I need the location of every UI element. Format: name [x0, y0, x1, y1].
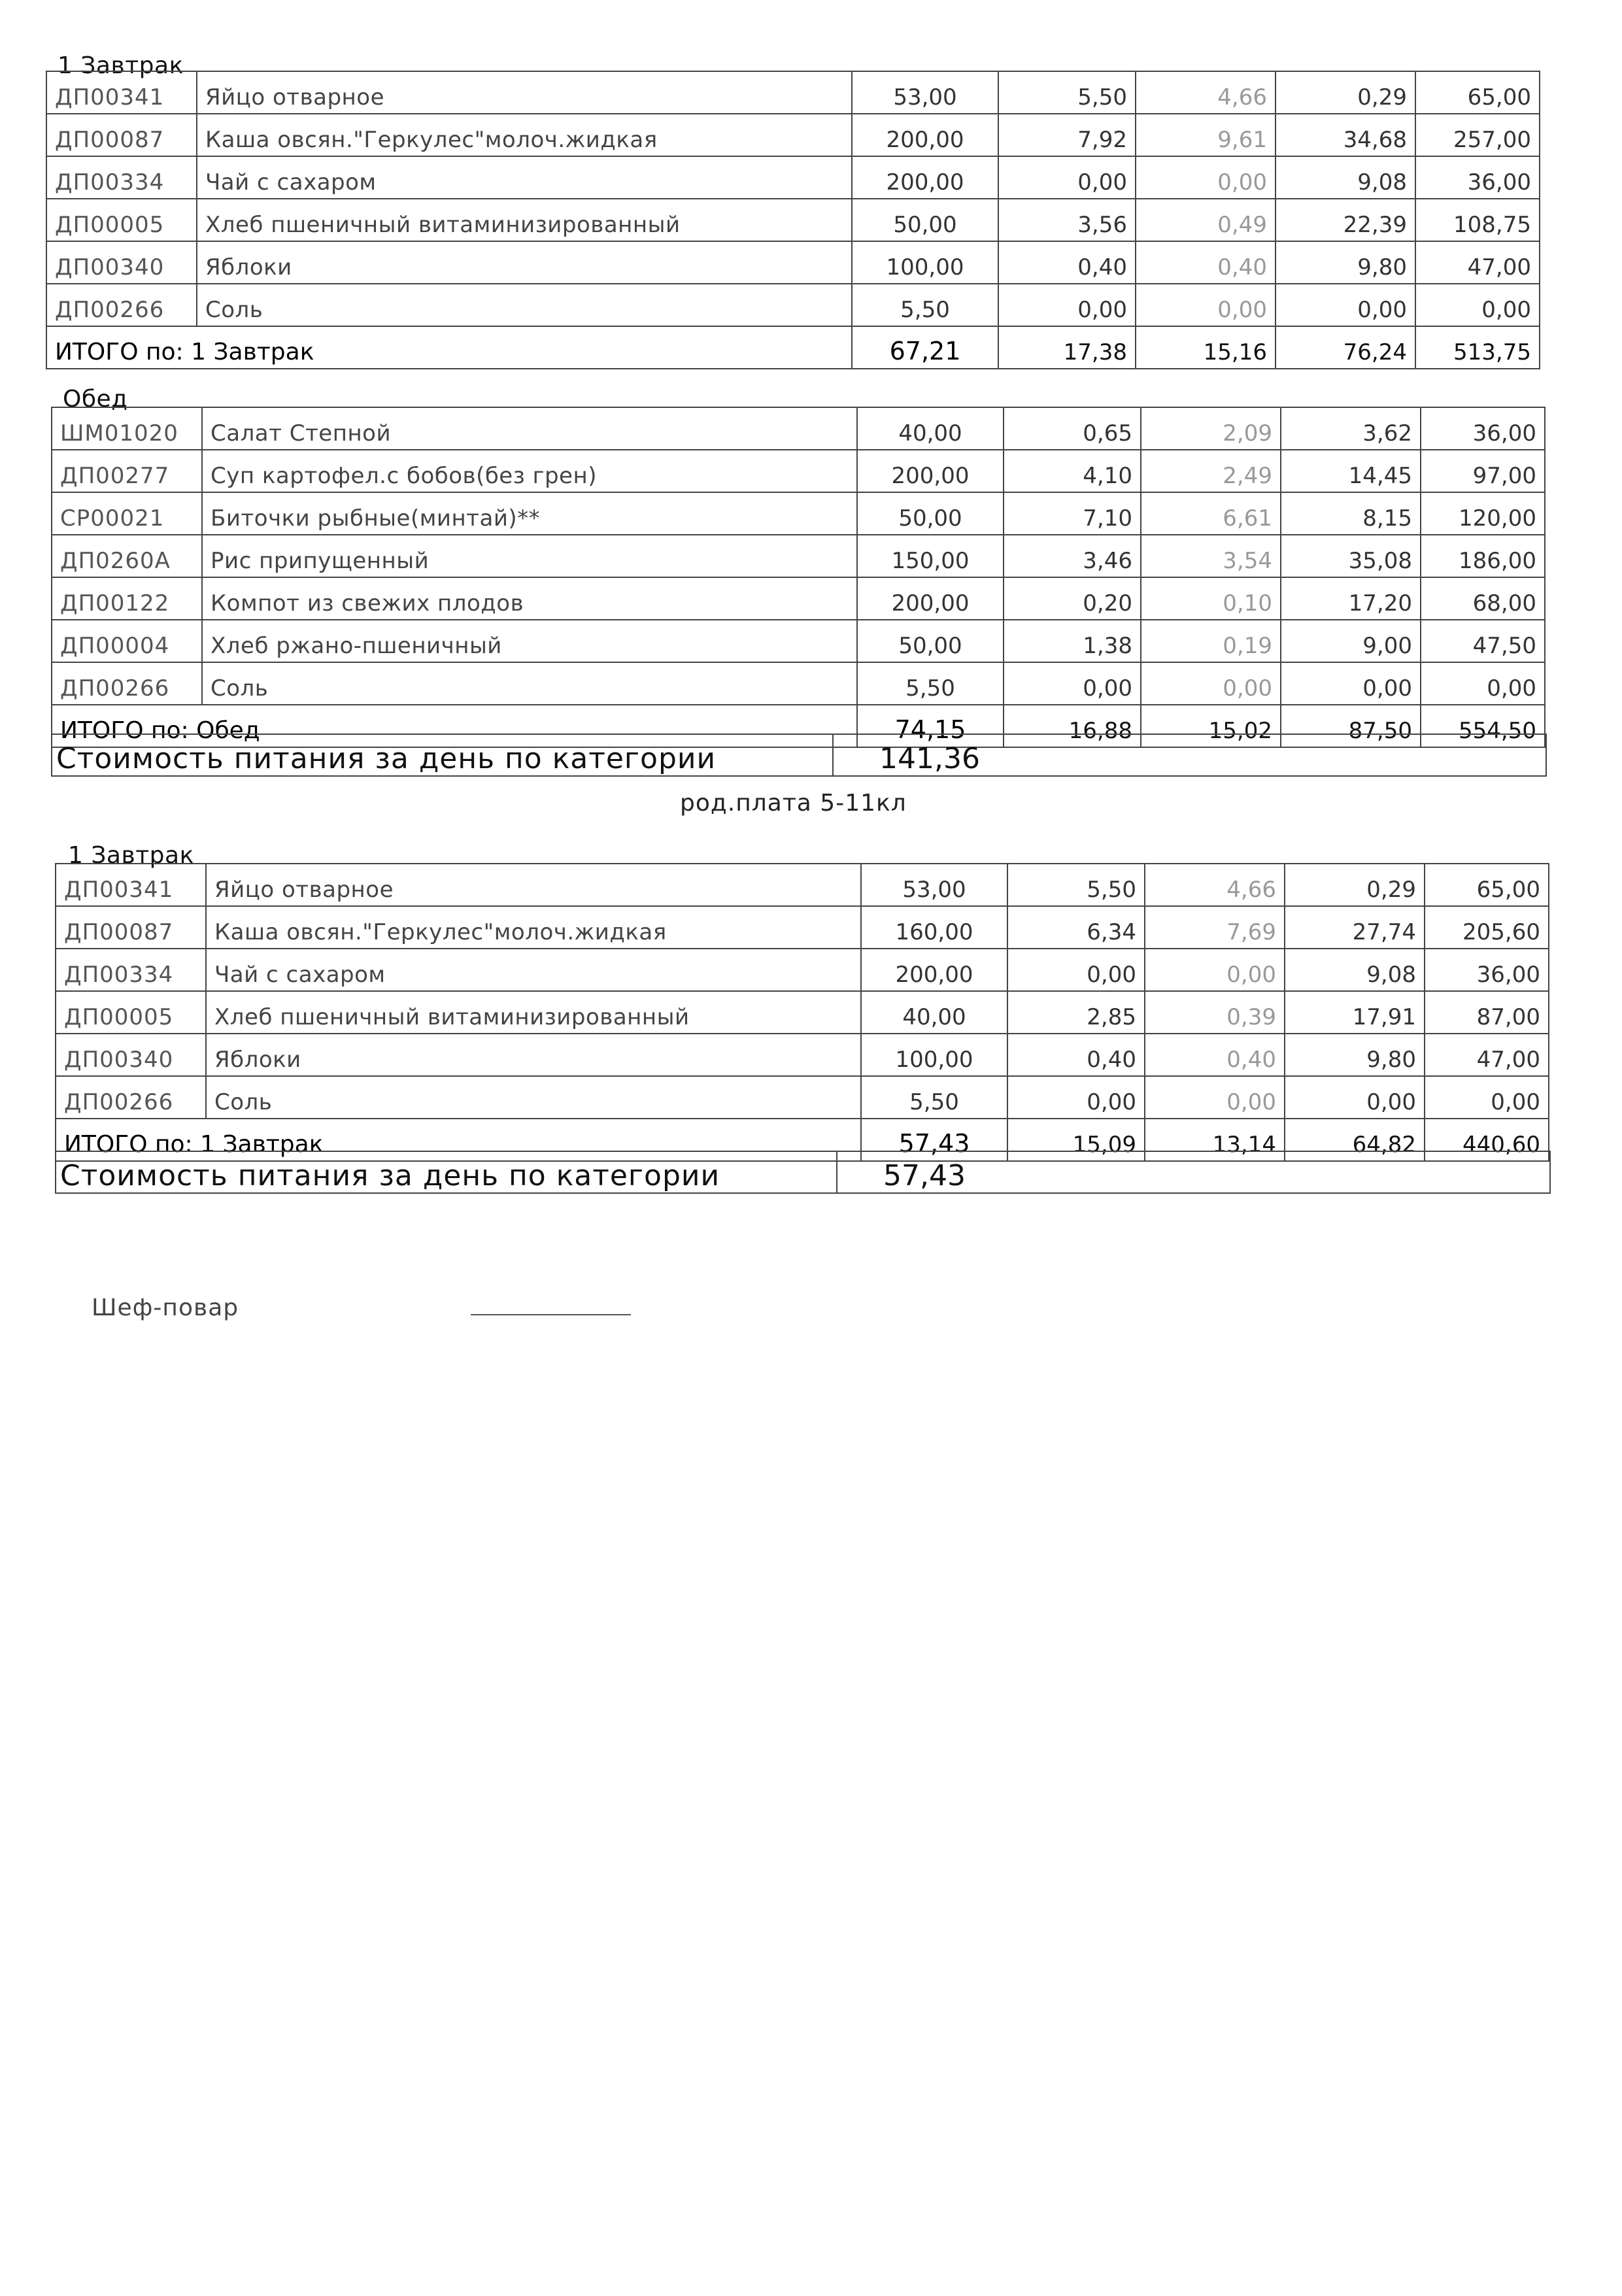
dish-name: Чай с сахаром — [206, 949, 861, 991]
total-protein: 15,09 — [1007, 1119, 1145, 1161]
dish-kcal: 47,00 — [1415, 241, 1540, 284]
dish-name: Соль — [202, 662, 857, 705]
total-quantity: 57,43 — [861, 1119, 1007, 1161]
dish-fat: 0,00 — [1136, 156, 1276, 199]
total-fat: 13,14 — [1145, 1119, 1285, 1161]
total-fat: 15,16 — [1136, 326, 1276, 369]
dish-kcal: 108,75 — [1415, 199, 1540, 241]
dish-kcal: 120,00 — [1421, 492, 1545, 535]
daily-cost-value-2: 57,43 — [883, 1159, 966, 1192]
dish-kcal: 0,00 — [1425, 1076, 1549, 1119]
section-title-breakfast-2: 1 Завтрак — [68, 842, 194, 869]
dish-kcal: 65,00 — [1425, 864, 1549, 906]
dish-code: ДП00266 — [56, 1076, 206, 1119]
table-row — [56, 949, 1549, 991]
dish-quantity: 100,00 — [861, 1034, 1007, 1076]
dish-quantity: 40,00 — [857, 407, 1004, 450]
dish-name: Чай с сахаром — [197, 156, 852, 199]
total-kcal: 513,75 — [1415, 326, 1540, 369]
table-row — [46, 71, 1540, 114]
dish-fat: 7,69 — [1145, 906, 1285, 949]
dish-fat: 0,19 — [1141, 620, 1281, 662]
dish-quantity: 50,00 — [857, 620, 1004, 662]
dish-fat: 0,39 — [1145, 991, 1285, 1034]
dish-carbs: 35,08 — [1281, 535, 1421, 577]
total-quantity: 67,21 — [852, 326, 998, 369]
menu-table-breakfast — [46, 71, 1540, 369]
dish-protein: 0,40 — [1007, 1034, 1145, 1076]
dish-quantity: 40,00 — [861, 991, 1007, 1034]
dish-kcal: 97,00 — [1421, 450, 1545, 492]
daily-cost-label: Стоимость питания за день по категории — [52, 735, 834, 775]
table-row — [56, 864, 1549, 906]
dish-quantity: 200,00 — [857, 577, 1004, 620]
dish-code: ШМ01020 — [52, 407, 202, 450]
table-row — [46, 241, 1540, 284]
table-row — [52, 407, 1545, 450]
dish-carbs: 22,39 — [1276, 199, 1415, 241]
dish-carbs: 0,00 — [1276, 284, 1415, 326]
dish-protein: 3,46 — [1004, 535, 1141, 577]
section-title-breakfast: 1 Завтрак — [58, 52, 184, 79]
total-protein: 16,88 — [1004, 705, 1141, 747]
section-title-lunch: Обед — [63, 386, 128, 413]
dish-protein: 0,00 — [1004, 662, 1141, 705]
dish-fat: 6,61 — [1141, 492, 1281, 535]
dish-fat: 2,09 — [1141, 407, 1281, 450]
dish-quantity: 160,00 — [861, 906, 1007, 949]
total-carbs: 76,24 — [1276, 326, 1415, 369]
table-row — [46, 199, 1540, 241]
total-carbs: 87,50 — [1281, 705, 1421, 747]
dish-protein: 1,38 — [1004, 620, 1141, 662]
table-row — [56, 1076, 1549, 1119]
dish-code: ДП0260А — [52, 535, 202, 577]
dish-fat: 0,40 — [1136, 241, 1276, 284]
dish-carbs: 9,08 — [1276, 156, 1415, 199]
dish-code: ДП00087 — [56, 906, 206, 949]
table-row — [52, 450, 1545, 492]
dish-carbs: 0,29 — [1285, 864, 1425, 906]
dish-name: Биточки рыбные(минтай)** — [202, 492, 857, 535]
dish-kcal: 68,00 — [1421, 577, 1545, 620]
table-row — [52, 662, 1545, 705]
dish-quantity: 5,50 — [861, 1076, 1007, 1119]
dish-fat: 2,49 — [1141, 450, 1281, 492]
dish-kcal: 186,00 — [1421, 535, 1545, 577]
dish-code: СР00021 — [52, 492, 202, 535]
dish-name: Рис припущенный — [202, 535, 857, 577]
dish-quantity: 200,00 — [857, 450, 1004, 492]
total-label: ИТОГО по: 1 Завтрак — [46, 326, 852, 369]
table-row — [52, 535, 1545, 577]
dish-protein: 0,40 — [998, 241, 1136, 284]
dish-protein: 5,50 — [998, 71, 1136, 114]
table-row — [46, 114, 1540, 156]
table-row — [52, 577, 1545, 620]
total-protein: 17,38 — [998, 326, 1136, 369]
table-row — [56, 1034, 1549, 1076]
total-fat: 15,02 — [1141, 705, 1281, 747]
dish-code: ДП00334 — [56, 949, 206, 991]
dish-kcal: 0,00 — [1421, 662, 1545, 705]
total-kcal: 440,60 — [1425, 1119, 1549, 1161]
dish-carbs: 34,68 — [1276, 114, 1415, 156]
dish-kcal: 47,50 — [1421, 620, 1545, 662]
daily-cost-box — [51, 734, 1547, 777]
dish-code: ДП00340 — [46, 241, 197, 284]
dish-protein: 3,56 — [998, 199, 1136, 241]
dish-name: Хлеб пшеничный витаминизированный — [197, 199, 852, 241]
dish-code: ДП00340 — [56, 1034, 206, 1076]
total-carbs: 64,82 — [1285, 1119, 1425, 1161]
dish-carbs: 14,45 — [1281, 450, 1421, 492]
dish-kcal: 36,00 — [1415, 156, 1540, 199]
dish-protein: 0,00 — [998, 156, 1136, 199]
dish-quantity: 150,00 — [857, 535, 1004, 577]
dish-quantity: 200,00 — [852, 114, 998, 156]
dish-fat: 0,00 — [1145, 949, 1285, 991]
dish-quantity: 200,00 — [852, 156, 998, 199]
total-row — [46, 326, 1540, 369]
daily-cost-box-2 — [55, 1151, 1551, 1194]
dish-quantity: 50,00 — [852, 199, 998, 241]
dish-carbs: 0,00 — [1281, 662, 1421, 705]
dish-protein: 0,20 — [1004, 577, 1141, 620]
dish-code: ДП00122 — [52, 577, 202, 620]
dish-fat: 0,00 — [1145, 1076, 1285, 1119]
dish-quantity: 5,50 — [857, 662, 1004, 705]
dish-name: Соль — [206, 1076, 861, 1119]
dish-name: Хлеб ржано-пшеничный — [202, 620, 857, 662]
menu-table-breakfast-2 — [55, 863, 1549, 1162]
dish-protein: 7,92 — [998, 114, 1136, 156]
dish-carbs: 9,80 — [1285, 1034, 1425, 1076]
dish-protein: 7,10 — [1004, 492, 1141, 535]
table-row — [52, 620, 1545, 662]
dish-code: ДП00087 — [46, 114, 197, 156]
dish-kcal: 87,00 — [1425, 991, 1549, 1034]
dish-fat: 0,10 — [1141, 577, 1281, 620]
dish-kcal: 47,00 — [1425, 1034, 1549, 1076]
category-subtitle: род.плата 5-11кл — [680, 790, 907, 817]
dish-code: ДП00004 — [52, 620, 202, 662]
dish-carbs: 9,00 — [1281, 620, 1421, 662]
dish-carbs: 0,29 — [1276, 71, 1415, 114]
dish-fat: 0,40 — [1145, 1034, 1285, 1076]
dish-name: Каша овсян."Геркулес"молоч.жидкая — [197, 114, 852, 156]
dish-name: Компот из свежих плодов — [202, 577, 857, 620]
dish-protein: 0,00 — [1007, 1076, 1145, 1119]
dish-protein: 0,65 — [1004, 407, 1141, 450]
dish-name: Яблоки — [197, 241, 852, 284]
dish-code: ДП00266 — [52, 662, 202, 705]
dish-fat: 0,00 — [1136, 284, 1276, 326]
table-row — [46, 284, 1540, 326]
dish-carbs: 9,80 — [1276, 241, 1415, 284]
dish-name: Соль — [197, 284, 852, 326]
total-label: ИТОГО по: 1 Завтрак — [56, 1119, 861, 1161]
table-row — [52, 492, 1545, 535]
dish-code: ДП00266 — [46, 284, 197, 326]
dish-kcal: 36,00 — [1425, 949, 1549, 991]
dish-kcal: 36,00 — [1421, 407, 1545, 450]
dish-carbs: 9,08 — [1285, 949, 1425, 991]
dish-protein: 0,00 — [1007, 949, 1145, 991]
dish-carbs: 17,20 — [1281, 577, 1421, 620]
table-row — [46, 156, 1540, 199]
dish-kcal: 205,60 — [1425, 906, 1549, 949]
dish-name: Салат Степной — [202, 407, 857, 450]
dish-quantity: 50,00 — [857, 492, 1004, 535]
dish-code: ДП00341 — [46, 71, 197, 114]
dish-name: Хлеб пшеничный витаминизированный — [206, 991, 861, 1034]
table-row — [56, 906, 1549, 949]
dish-fat: 3,54 — [1141, 535, 1281, 577]
total-quantity: 74,15 — [857, 705, 1004, 747]
dish-fat: 9,61 — [1136, 114, 1276, 156]
dish-carbs: 3,62 — [1281, 407, 1421, 450]
dish-name: Яблоки — [206, 1034, 861, 1076]
dish-fat: 0,00 — [1141, 662, 1281, 705]
dish-fat: 4,66 — [1145, 864, 1285, 906]
dish-code: ДП00341 — [56, 864, 206, 906]
dish-fat: 4,66 — [1136, 71, 1276, 114]
dish-name: Яйцо отварное — [206, 864, 861, 906]
dish-fat: 0,49 — [1136, 199, 1276, 241]
dish-carbs: 27,74 — [1285, 906, 1425, 949]
dish-protein: 4,10 — [1004, 450, 1141, 492]
dish-kcal: 257,00 — [1415, 114, 1540, 156]
dish-code: ДП00005 — [56, 991, 206, 1034]
dish-kcal: 0,00 — [1415, 284, 1540, 326]
dish-carbs: 0,00 — [1285, 1076, 1425, 1119]
dish-quantity: 100,00 — [852, 241, 998, 284]
chef-signature-line — [471, 1314, 631, 1315]
dish-quantity: 200,00 — [861, 949, 1007, 991]
total-kcal: 554,50 — [1421, 705, 1545, 747]
dish-kcal: 65,00 — [1415, 71, 1540, 114]
chef-signature-label: Шеф-повар — [92, 1294, 239, 1321]
dish-protein: 5,50 — [1007, 864, 1145, 906]
table-row — [56, 991, 1549, 1034]
dish-quantity: 53,00 — [852, 71, 998, 114]
dish-name: Суп картофел.с бобов(без грен) — [202, 450, 857, 492]
dish-carbs: 17,91 — [1285, 991, 1425, 1034]
dish-code: ДП00334 — [46, 156, 197, 199]
dish-quantity: 5,50 — [852, 284, 998, 326]
daily-cost-value: 141,36 — [879, 742, 980, 775]
total-label: ИТОГО по: Обед — [52, 705, 857, 747]
dish-code: ДП00005 — [46, 199, 197, 241]
dish-name: Яйцо отварное — [197, 71, 852, 114]
dish-code: ДП00277 — [52, 450, 202, 492]
dish-protein: 0,00 — [998, 284, 1136, 326]
dish-name: Каша овсян."Геркулес"молоч.жидкая — [206, 906, 861, 949]
dish-quantity: 53,00 — [861, 864, 1007, 906]
menu-table-lunch — [51, 407, 1546, 748]
dish-protein: 6,34 — [1007, 906, 1145, 949]
dish-protein: 2,85 — [1007, 991, 1145, 1034]
dish-carbs: 8,15 — [1281, 492, 1421, 535]
daily-cost-label-2: Стоимость питания за день по категории — [56, 1152, 837, 1192]
